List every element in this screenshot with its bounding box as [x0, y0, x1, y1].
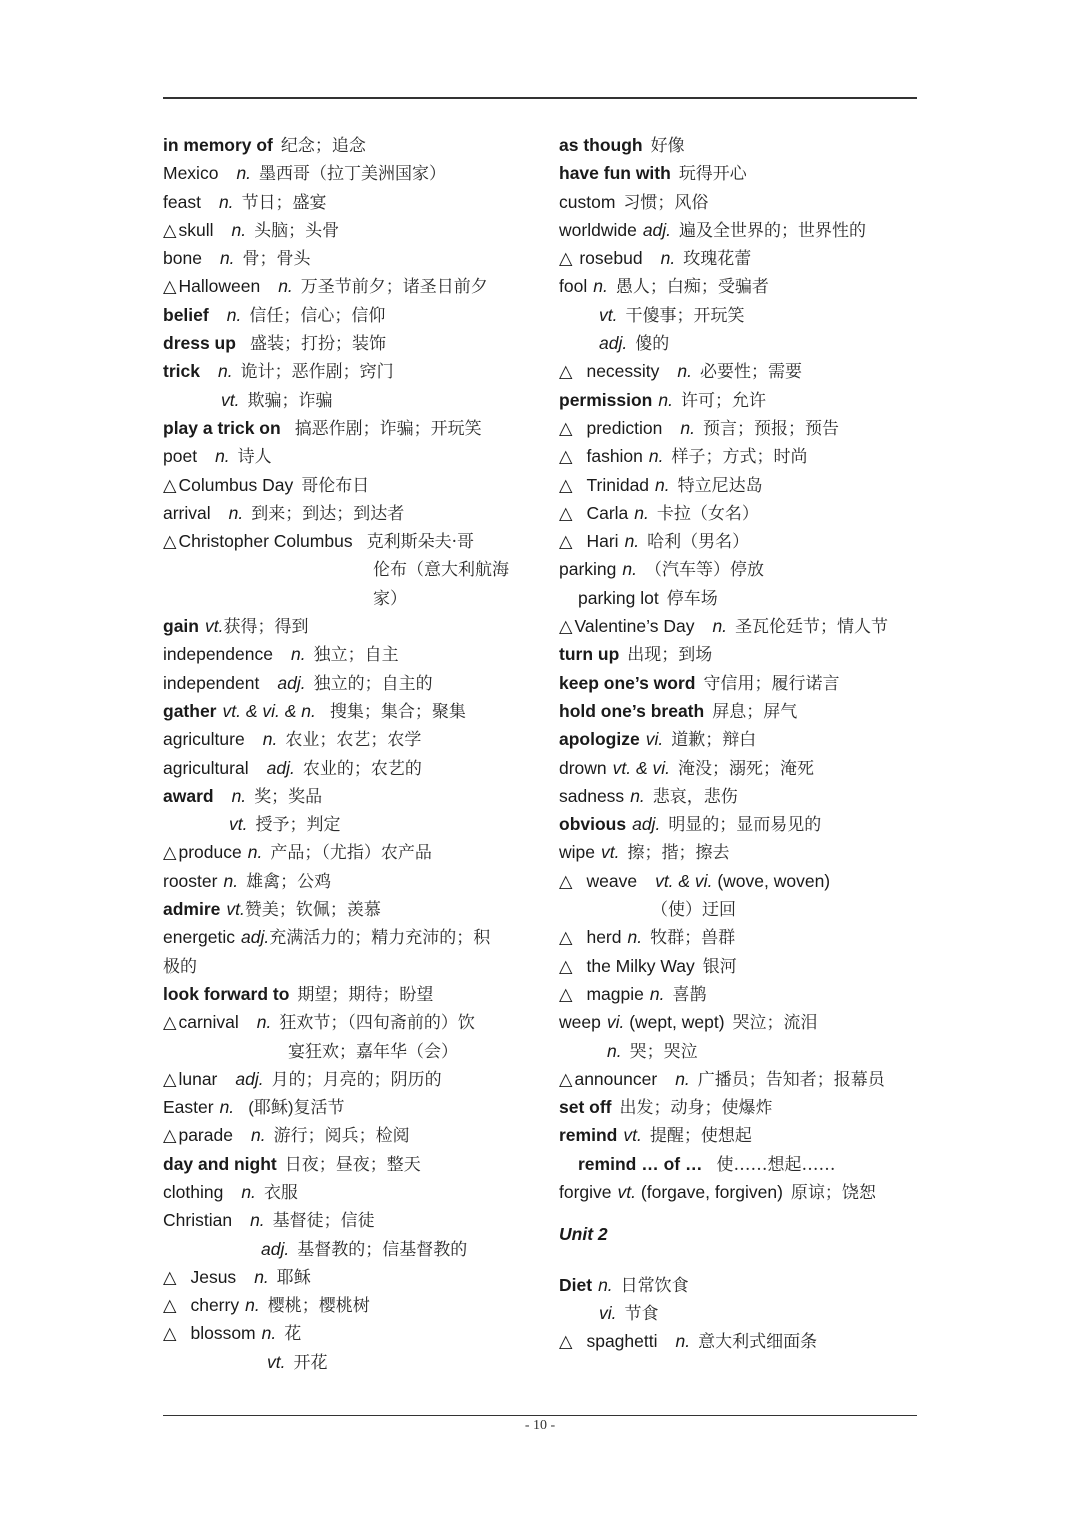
entry-necessity: △ necessity n. 必要性；需要 [559, 361, 803, 383]
entry-carnival-cont: 宴狂欢；嘉年华（会） [288, 1041, 458, 1062]
entry-columbus-day: △ Columbus Day 哥伦布日 [163, 474, 370, 496]
entry-award-vt: vt. 授予；判定 [229, 814, 341, 836]
entry-trick: trick n. 诡计；恶作剧；窍门 [163, 361, 394, 383]
entry-trick-vt: vt. 欺骗；诈骗 [221, 389, 333, 411]
entry-christopher-columbus-cont1: 伦布（意大利航海 [373, 560, 509, 581]
entry-arrival: arrival n. 到来；到达；到达者 [163, 502, 405, 524]
right-column [559, 131, 929, 1356]
entry-belief: belief n. 信任；信心；信仰 [163, 304, 386, 326]
entry-magpie: △ magpie n. 喜鹊 [559, 983, 707, 1005]
entry-hari: △ Hari n. 哈利（男名） [559, 531, 750, 553]
entry-remind: remind vt. 提醒；使想起 [559, 1125, 752, 1147]
entry-carla: △ Carla n. 卡拉（女名） [559, 502, 759, 524]
entry-mexico: Mexico n. 墨西哥（拉丁美洲国家） [163, 163, 447, 185]
entry-easter: Easter n. (耶稣)复活节 [163, 1097, 345, 1118]
entry-independent: independent adj. 独立的；自主的 [163, 672, 433, 694]
entry-weave: △ weave vt. & vi. (wove, woven) [559, 870, 831, 891]
entry-apologize: apologize vi. 道歉；辩白 [559, 729, 757, 751]
entry-look-forward-to: look forward to 期望；期待；盼望 [163, 983, 434, 1005]
entry-bone: bone n. 骨；骨头 [163, 248, 311, 270]
entry-lunar: △ lunar adj. 月的；月亮的；阴历的 [163, 1068, 442, 1090]
entry-fashion: △ fashion n. 样子；方式；时尚 [559, 446, 808, 468]
entry-rosebud: △ rosebud n. 玫瑰花蕾 [559, 248, 752, 270]
entry-gather: gather vt. & vi. & n. 搜集；集合；聚集 [163, 700, 466, 722]
entry-in-memory-of: in memory of 纪念；追念 [163, 135, 366, 156]
entry-produce: △ produce n. 产品；（尤指）农产品 [163, 842, 432, 864]
entry-set-off: set off 出发；动身；使爆炸 [559, 1097, 773, 1119]
entry-energetic: energetic adj.充满活力的；精力充沛的；积 [163, 927, 491, 949]
entry-weep: weep vi. (wept, wept) 哭泣；流泪 [559, 1012, 818, 1034]
entry-have-fun-with: have fun with 玩得开心 [559, 163, 747, 185]
entry-as-though: as though 好像 [559, 135, 685, 156]
entry-fool: fool n. 愚人；白痴；受骗者 [559, 276, 769, 298]
entry-christopher-columbus-cont2: 家） [373, 588, 407, 609]
entry-feast: feast n. 节日；盛宴 [163, 191, 327, 213]
entry-jesus: △ Jesus n. 耶稣 [163, 1266, 311, 1288]
entry-trinidad: △ Trinidad n. 特立尼达岛 [559, 474, 763, 496]
page-number: - 10 - [524, 1418, 556, 1433]
entry-christian: Christian n. 基督徒；信徒 [163, 1210, 375, 1232]
entry-weep-n: n. 哭；哭泣 [607, 1040, 698, 1062]
entry-keep-ones-word: keep one’s word 守信用；履行诺言 [559, 672, 840, 694]
entry-weave-cont: （使）迂回 [651, 900, 736, 921]
entry-permission: permission n. 许可；允许 [559, 389, 766, 411]
entry-blossom-vt: vt. 开花 [267, 1351, 328, 1373]
entry-milky-way: △ the Milky Way 银河 [559, 955, 737, 977]
entry-award: award n. 奖；奖品 [163, 785, 323, 807]
entry-christopher-columbus: △ Christopher Columbus 克利斯朵夫·哥 [163, 531, 474, 553]
entry-drown: drown vt. & vi. 淹没；溺死；淹死 [559, 757, 815, 779]
unit-heading: Unit 2 [559, 1224, 608, 1245]
entry-play-a-trick-on: play a trick on 搞恶作剧；诈骗；开玩笑 [163, 417, 482, 439]
entry-spaghetti: △ spaghetti n. 意大利式细面条 [559, 1331, 818, 1353]
entry-diet: Diet n. 日常饮食 [559, 1274, 689, 1296]
entry-forgive: forgive vt. (forgave, forgiven) 原谅；饶恕 [559, 1181, 876, 1203]
entry-fool-adj: adj. 傻的 [599, 333, 670, 355]
entry-energetic-cont: 极的 [163, 956, 197, 977]
entry-sadness: sadness n. 悲哀，悲伤 [559, 785, 738, 807]
entry-clothing: clothing n. 衣服 [163, 1181, 298, 1203]
entry-valentines-day: △ Valentine’s Day n. 圣瓦伦廷节；情人节 [559, 616, 889, 638]
entry-herd: △ herd n. 牧群；兽群 [559, 927, 736, 949]
header-rule [163, 97, 917, 99]
left-column [163, 131, 533, 1376]
entry-day-and-night: day and night 日夜；昼夜；整天 [163, 1153, 421, 1175]
entry-blossom: △ blossom n. 花 [163, 1323, 302, 1345]
entry-halloween: △ Halloween n. 万圣节前夕；诸圣日前夕 [163, 276, 488, 298]
entry-fool-vt: vt. 干傻事；开玩笑 [599, 304, 745, 326]
entry-gain: gain vt.获得；得到 [163, 616, 309, 638]
entry-admire: admire vt.赞美；钦佩；羡慕 [163, 899, 381, 921]
entry-worldwide: worldwide adj. 遍及全世界的；世界性的 [559, 219, 867, 241]
entry-christian-adj: adj. 基督教的；信基督教的 [261, 1238, 468, 1260]
footer-rule [163, 1415, 917, 1416]
entry-wipe: wipe vt. 擦；揩；擦去 [559, 842, 730, 864]
entry-parking: parking n. （汽车等）停放 [559, 559, 765, 581]
entry-rooster: rooster n. 雄禽；公鸡 [163, 870, 332, 892]
entry-poet: poet n. 诗人 [163, 446, 272, 468]
entry-obvious: obvious adj. 明显的；显而易见的 [559, 814, 822, 836]
entry-carnival: △ carnival n. 狂欢节；（四旬斋前的）饮 [163, 1012, 475, 1034]
entry-parade: △ parade n. 游行；阅兵；检阅 [163, 1125, 410, 1147]
entry-skull: △ skull n. 头脑；头骨 [163, 219, 340, 241]
entry-turn-up: turn up 出现；到场 [559, 644, 713, 666]
entry-cherry: △ cherry n. 樱桃；樱桃树 [163, 1295, 370, 1317]
entry-announcer: △ announcer n. 广播员；告知者；报幕员 [559, 1068, 885, 1090]
entry-diet-vi: vi. 节食 [599, 1303, 659, 1325]
entry-independence: independence n. 独立；自主 [163, 644, 399, 666]
entry-remind-of: remind … of … 使……想起…… [578, 1153, 836, 1175]
entry-agricultural: agricultural adj. 农业的；农艺的 [163, 757, 422, 779]
entry-prediction: △ prediction n. 预言；预报；预告 [559, 417, 839, 439]
entry-dress-up: dress up 盛装；打扮；装饰 [163, 333, 386, 355]
entry-custom: custom 习惯；风俗 [559, 191, 709, 213]
entry-parking-lot: parking lot 停车场 [578, 587, 718, 609]
entry-agriculture: agriculture n. 农业；农艺；农学 [163, 729, 422, 751]
entry-hold-ones-breath: hold one’s breath 屏息；屏气 [559, 700, 798, 722]
